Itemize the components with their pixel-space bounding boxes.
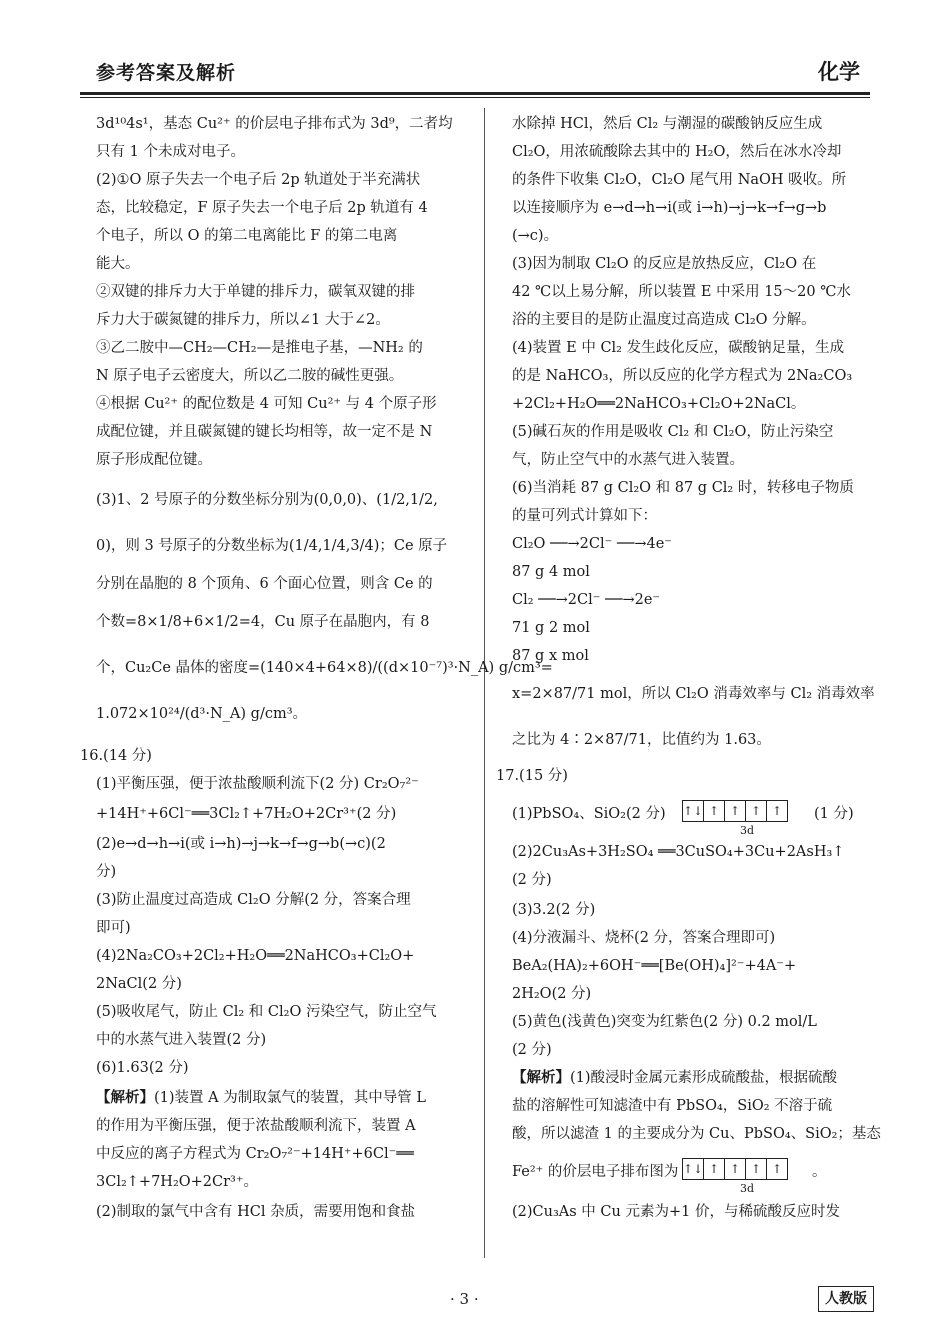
- orbital-box: ↑: [704, 801, 725, 821]
- text-line: ③乙二胺中—CH₂—CH₂—是推电子基，—NH₂ 的: [96, 340, 423, 356]
- text-line: (2 分): [512, 1042, 552, 1058]
- text-line: 3d¹⁰4s¹，基态 Cu²⁺ 的价层电子排布式为 3d⁹，二者均: [96, 116, 453, 132]
- orbital-box: ↑: [725, 801, 746, 821]
- text-line: (3)3.2(2 分): [512, 902, 596, 918]
- text-line: 42 ℃以上易分解，所以装置 E 中采用 15～20 ℃水: [512, 284, 851, 300]
- edition-badge: 人教版: [818, 1286, 874, 1312]
- text-line: (3)因为制取 Cl₂O 的反应是放热反应，Cl₂O 在: [512, 256, 817, 272]
- text-line: 【解析】(1)酸浸时金属元素形成硫酸盐，根据硫酸: [512, 1069, 838, 1086]
- text-line: x=2×87/71 mol，所以 Cl₂O 消毒效率与 Cl₂ 消毒效率: [512, 686, 875, 702]
- text-line: (2)e→d→h→i(或 i→h)→j→k→f→g→b(→c)(2: [96, 836, 386, 852]
- text-line: 的作用为平衡压强，便于浓盐酸顺利流下，装置 A: [96, 1118, 416, 1134]
- orbital-box: ↑: [704, 1159, 725, 1179]
- text-line: 斥力大于碳氮键的排斥力，所以∠1 大于∠2。: [96, 312, 390, 328]
- text-line: +2Cl₂+H₂O══2NaHCO₃+Cl₂O+2NaCl。: [512, 396, 806, 412]
- text-line: (2)制取的氯气中含有 HCl 杂质，需要用饱和食盐: [96, 1204, 416, 1220]
- text-line: 原子形成配位键。: [96, 452, 212, 468]
- text-line: 成配位键，并且碳氮键的键长均相等，故一定不是 N: [96, 424, 433, 440]
- text-line: (5)碱石灰的作用是吸收 Cl₂ 和 Cl₂O，防止污染空: [512, 424, 834, 440]
- text-line: (1)PbSO₄、SiO₂(2 分): [512, 806, 666, 822]
- text-line: ②双键的排斥力大于单键的排斥力，碳氧双键的排: [96, 284, 415, 300]
- text-line: 水除掉 HCl，然后 Cl₂ 与潮湿的碳酸钠反应生成: [512, 116, 823, 132]
- text-line: 个，Cu₂Ce 晶体的密度=(140×4+64×8)/((d×10⁻⁷)³·N_A) g/cm³=: [96, 660, 553, 676]
- text-line: 浴的主要目的是防止温度过高造成 Cl₂O 分解。: [512, 312, 816, 328]
- text-line: 气，防止空气中的水蒸气进入装置。: [512, 452, 744, 468]
- text-line: 3Cl₂↑+7H₂O+2Cr³⁺。: [96, 1174, 259, 1190]
- orbital-box: ↑: [725, 1159, 746, 1179]
- text-line: 之比为 4∶2×87/71，比值约为 1.63。: [512, 732, 771, 748]
- orbital-diagram: [682, 1158, 788, 1180]
- orbital-box: ↑: [771, 1162, 783, 1176]
- text-line: (2)①O 原子失去一个电子后 2p 轨道处于半充满状: [96, 172, 421, 188]
- question-number: 16.(14 分): [80, 748, 152, 764]
- question-number: 17.(15 分): [496, 768, 568, 784]
- orbital-label: 3d: [740, 1182, 755, 1195]
- text-line: (5)黄色(浅黄色)突变为红紫色(2 分) 0.2 mol/L: [512, 1014, 817, 1030]
- text-line: 酸，所以滤渣 1 的主要成分为 Cu、PbSO₄、SiO₂；基态: [512, 1126, 881, 1142]
- text-line: 的条件下收集 Cl₂O，Cl₂O 尾气用 NaOH 吸收。所: [512, 172, 847, 188]
- text-line: 能大。: [96, 256, 140, 272]
- text-line: 个电子，所以 O 的第二电离能比 F 的第二电离: [96, 228, 398, 244]
- text-line: BeA₂(HA)₂+6OH⁻══[Be(OH)₄]²⁻+4A⁻+: [512, 958, 797, 974]
- text-line: Cl₂O，用浓硫酸除去其中的 H₂O，然后在冰水冷却: [512, 144, 842, 160]
- text-line: 87 g 4 mol: [512, 564, 590, 580]
- text-line: 0)，则 3 号原子的分数坐标为(1/4,1/4,3/4)；Ce 原子: [96, 538, 448, 554]
- text-line: (4)分液漏斗、烧杯(2 分，答案合理即可): [512, 930, 776, 946]
- text-line: (1 分): [814, 806, 854, 822]
- text-line: 只有 1 个未成对电子。: [96, 144, 245, 160]
- text-line: 1.072×10²⁴/(d³·N_A) g/cm³。: [96, 706, 308, 722]
- text-line: (4)装置 E 中 Cl₂ 发生歧化反应，碳酸钠足量，生成: [512, 340, 845, 356]
- column-divider: [484, 108, 485, 1258]
- text-line: (2)Cu₃As 中 Cu 元素为+1 价，与稀硫酸反应时发: [512, 1204, 840, 1220]
- text-line: +14H⁺+6Cl⁻══3Cl₂↑+7H₂O+2Cr³⁺(2 分): [96, 806, 397, 822]
- text-line: 分): [96, 864, 117, 880]
- text-line: 个数=8×1/8+6×1/2=4，Cu 原子在晶胞内，有 8: [96, 614, 430, 630]
- orbital-diagram: [682, 800, 788, 822]
- text-line: 的是 NaHCO₃，所以反应的化学方程式为 2Na₂CO₃: [512, 368, 853, 384]
- text-line: 态，比较稳定，F 原子失去一个电子后 2p 轨道有 4: [96, 200, 428, 216]
- text-line: (6)1.63(2 分): [96, 1060, 189, 1076]
- text-line: 中反应的离子方程式为 Cr₂O₇²⁻+14H⁺+6Cl⁻══: [96, 1146, 414, 1162]
- text-line: (6)当消耗 87 g Cl₂O 和 87 g Cl₂ 时，转移电子物质: [512, 480, 854, 496]
- text-line: 中的水蒸气进入装置(2 分): [96, 1032, 267, 1048]
- text-line: 。: [812, 1164, 827, 1180]
- text-line: (3)防止温度过高造成 Cl₂O 分解(2 分，答案合理: [96, 892, 411, 908]
- text-line: (4)2Na₂CO₃+2Cl₂+H₂O══2NaHCO₃+Cl₂O+: [96, 948, 415, 964]
- orbital-box: ↑↓: [683, 801, 704, 821]
- text-line: 即可): [96, 920, 131, 936]
- text-line: (2)2Cu₃As+3H₂SO₄ ══3CuSO₄+3Cu+2AsH₃↑: [512, 844, 845, 860]
- header-subject: 化学: [818, 59, 860, 84]
- text-line: 87 g x mol: [512, 648, 589, 664]
- text-line: Cl₂O ──→2Cl⁻ ──→4e⁻: [512, 536, 672, 552]
- orbital-box: ↑↓: [683, 1159, 704, 1179]
- text-line: 以连接顺序为 e→d→h→i(或 i→h)→j→k→f→g→b: [512, 200, 827, 216]
- text-line: 分别在晶胞的 8 个顶角、6 个面心位置，则含 Ce 的: [96, 576, 433, 592]
- text-line: N 原子电子云密度大，所以乙二胺的碱性更强。: [96, 368, 404, 384]
- text-line: 盐的溶解性可知滤渣中有 PbSO₄，SiO₂ 不溶于硫: [512, 1098, 833, 1114]
- header-title: 参考答案及解析: [96, 62, 237, 84]
- text-line: (1)平衡压强，便于浓盐酸顺利流下(2 分) Cr₂O₇²⁻: [96, 776, 419, 792]
- orbital-box: ↑: [771, 804, 783, 818]
- text-line: (3)1、2 号原子的分数坐标分别为(0,0,0)、(1/2,1/2,: [96, 492, 438, 508]
- text-line: (5)吸收尾气，防止 Cl₂ 和 Cl₂O 污染空气，防止空气: [96, 1004, 437, 1020]
- header-rule: [80, 92, 870, 95]
- header-rule-thin: [80, 97, 870, 98]
- orbital-box: ↑: [746, 801, 767, 821]
- text-line: Fe²⁺ 的价层电子排布图为: [512, 1164, 679, 1180]
- page-number: · 3 ·: [450, 1290, 479, 1308]
- text-line: 的量可列式计算如下：: [512, 508, 657, 524]
- text-line: 2H₂O(2 分): [512, 986, 592, 1002]
- text-line: 2NaCl(2 分): [96, 976, 182, 992]
- text-line: (→c)。: [512, 228, 559, 244]
- orbital-box: ↑: [746, 1159, 767, 1179]
- orbital-label: 3d: [740, 824, 755, 837]
- text-line: (2 分): [512, 872, 552, 888]
- text-line: ④根据 Cu²⁺ 的配位数是 4 可知 Cu²⁺ 与 4 个原子形: [96, 396, 437, 412]
- text-line: 71 g 2 mol: [512, 620, 590, 636]
- text-line: 【解析】(1)装置 A 为制取氯气的装置，其中导管 L: [96, 1089, 426, 1106]
- text-line: Cl₂ ──→2Cl⁻ ──→2e⁻: [512, 592, 661, 608]
